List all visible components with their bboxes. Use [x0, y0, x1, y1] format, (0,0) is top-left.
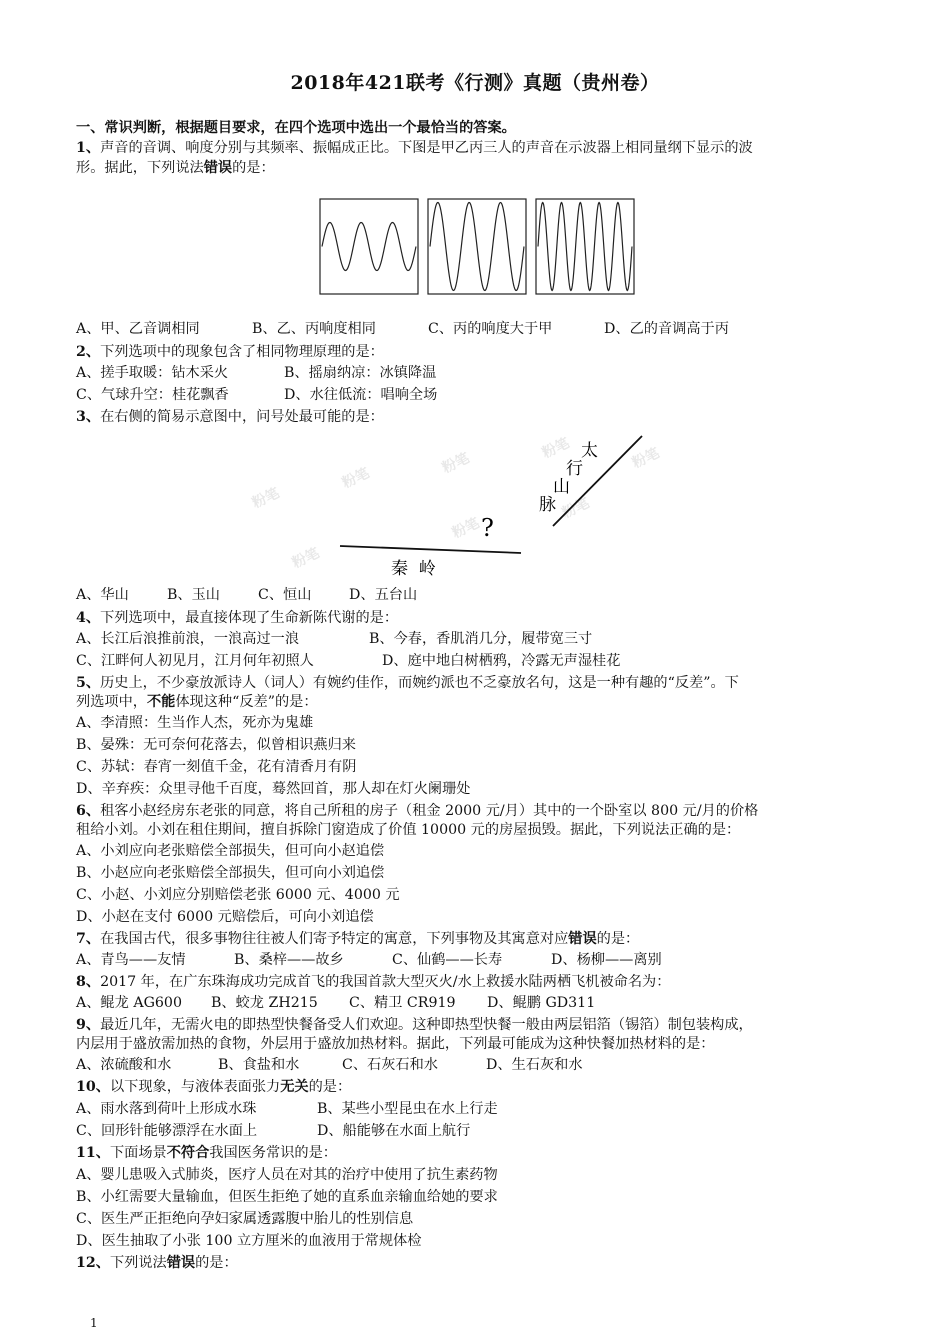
q1-emphasis: 错误	[203, 160, 233, 176]
q4-number: 4、	[76, 610, 101, 626]
mountain-char: 脉	[539, 495, 556, 515]
q8-option-d[interactable]: D、鲲鹏 GD311	[487, 995, 596, 1011]
waveform-bing	[538, 203, 632, 291]
q7-option-b[interactable]: B、桑梓——故乡	[234, 952, 344, 968]
q10-option-d[interactable]: D、船能够在水面上航行	[317, 1123, 471, 1139]
q2-options-row2	[76, 385, 437, 405]
q6-option-b[interactable]: B、小赵应向老张赔偿全部损失，但可向小刘追偿	[76, 865, 385, 881]
q11-option-d[interactable]: D、医生抽取了小张 100 立方厘米的血液用于常规体检	[76, 1233, 422, 1249]
q2-option-b[interactable]: B、摇扇纳凉：冰镇降温	[284, 365, 437, 381]
q6-option-a[interactable]: A、小刘应向老张赔偿全部损失，但可向小赵追偿	[76, 843, 385, 859]
q9-option-a[interactable]: A、浓硫酸和水	[76, 1057, 172, 1073]
q11-option-a[interactable]: A、婴儿患吸入式肺炎，医疗人员在对其的治疗中使用了抗生素药物	[76, 1167, 498, 1183]
q9-stem-line1: 最近几年，无需火电的即热型快餐备受人们欢迎。这种即热型快餐一般由两层铝箔（锡箔）制包装构成，	[100, 1017, 753, 1033]
q9-options	[76, 1055, 583, 1075]
q3-options	[76, 585, 417, 605]
q11-option-c[interactable]: C、医生严正拒绝向孕妇家属透露腹中胎儿的性别信息	[76, 1211, 414, 1227]
q10-emphasis: 无关	[280, 1079, 309, 1095]
q11-option-b[interactable]: B、小红需要大量输血，但医生拒绝了她的直系血亲输血给她的要求	[76, 1189, 498, 1205]
q3-stem: 在右侧的简易示意图中，问号处最可能的是：	[100, 409, 384, 425]
q2-stem: 下列选项中的现象包含了相同物理原理的是：	[100, 344, 384, 360]
q10-options-row2	[76, 1121, 470, 1141]
q7-option-a[interactable]: A、青鸟——友情	[76, 952, 186, 968]
watermark: 粉笔	[449, 515, 483, 542]
q1-option-c[interactable]: C、丙的响度大于甲	[428, 321, 553, 337]
q12-stem-a: 下列说法	[109, 1255, 167, 1271]
q12-number: 12、	[76, 1255, 110, 1271]
q4-stem: 下列选项中，最直接体现了生命新陈代谢的是：	[100, 610, 399, 626]
q5-option-d[interactable]: D、辛弃疾：众里寻他千百度，蓦然回首，那人却在灯火阑珊处	[76, 781, 471, 797]
q4-option-b[interactable]: B、今春，香肌消几分，履带宽三寸	[369, 631, 593, 647]
question-2	[76, 342, 384, 362]
watermark: 粉笔	[559, 495, 593, 522]
q10-number: 10、	[76, 1079, 110, 1095]
q7-emphasis: 错误	[568, 931, 597, 947]
q8-options	[76, 993, 595, 1013]
q7-option-c[interactable]: C、仙鹤——长寿	[392, 952, 503, 968]
question-1-line1	[76, 138, 753, 158]
q8-stem: 2017 年，在广东珠海成功完成首飞的我国首款大型灭火/水上救援水陆两栖飞机被命名为：	[100, 974, 671, 990]
question-1-line2	[76, 158, 275, 178]
question-12	[76, 1253, 238, 1273]
mountain-sketch-figure	[235, 428, 715, 588]
waveform-jia	[322, 223, 416, 271]
q4-option-d[interactable]: D、庭中地白树栖鸦，冷露无声湿桂花	[382, 653, 621, 669]
watermark: 粉笔	[629, 445, 663, 472]
q12-stem-c: 的是：	[195, 1255, 238, 1271]
q10-option-a[interactable]: A、雨水落到荷叶上形成水珠	[76, 1101, 257, 1117]
q6-option-d[interactable]: D、小赵在支付 6000 元赔偿后，可向小刘追偿	[76, 909, 374, 925]
q5-option-a[interactable]: A、李清照：生当作人杰，死亦为鬼雄	[76, 715, 314, 731]
q10-stem-c: 的是：	[308, 1079, 352, 1095]
q1-stem-line2a: 形。据此，下列说法	[76, 160, 204, 176]
q3-option-a[interactable]: A、华山	[76, 587, 129, 603]
q7-number: 7、	[76, 931, 101, 947]
q6-option-c[interactable]: C、小赵、小刘应分别赔偿老张 6000 元、4000 元	[76, 887, 400, 903]
waveform-yi	[430, 203, 524, 291]
q5-stem-line2a: 列选项中，	[76, 694, 147, 710]
q1-stem-line2c: 的是：	[232, 160, 275, 176]
q7-option-d[interactable]: D、杨柳——离别	[551, 952, 662, 968]
q7-stem-c: 的是：	[596, 931, 640, 947]
q3-option-b[interactable]: B、玉山	[167, 587, 220, 603]
page-number: 1	[90, 1316, 98, 1330]
q5-stem-line2c: 体现这种“反差”的是：	[175, 694, 318, 710]
q10-options-row1	[76, 1099, 498, 1119]
q6-stem-line1: 租客小赵经房东老张的同意，将自己所租的房子（租金 2000 元/月）其中的一个卧室以 800 元/月的价格	[100, 803, 759, 819]
watermark: 粉笔	[249, 485, 283, 512]
q1-options	[76, 319, 729, 339]
q6-stem-line2: 租给小刘。小刘在租住期间，擅自拆除门窗造成了价值 10000 元的房屋损毁。据此，下列说法正确的是：	[76, 822, 741, 838]
watermark: 粉笔	[539, 435, 573, 462]
qinling-label: 秦 岭	[391, 559, 436, 579]
mountain-char: 太	[581, 441, 598, 461]
q9-stem-line2: 内层用于盛放需加热的食物，外层用于盛放加热材料。据此，下列最可能成为这种快餐加热材料的是：	[76, 1036, 715, 1052]
watermark: 粉笔	[439, 450, 473, 477]
q4-option-c[interactable]: C、江畔何人初见月，江月何年初照人	[76, 653, 314, 669]
watermark: 粉笔	[339, 465, 373, 492]
watermark-group	[249, 434, 662, 572]
q7-stem-a: 在我国古代，很多事物往往被人们寄予特定的寓意，下列事物及其寓意对应	[100, 931, 569, 947]
question-10	[76, 1077, 351, 1097]
page-title: 2018年421联考《行测》真题（贵州卷）	[290, 72, 660, 94]
q4-options-row2	[76, 651, 620, 671]
q7-options	[76, 950, 662, 970]
q1-option-a[interactable]: A、甲、乙音调相同	[76, 321, 200, 337]
q8-option-a[interactable]: A、鲲龙 AG600	[76, 995, 182, 1011]
q9-option-b[interactable]: B、食盐和水	[218, 1057, 300, 1073]
q6-number: 6、	[76, 803, 101, 819]
question-8	[76, 972, 670, 992]
q2-option-c[interactable]: C、气球升空：桂花飘香	[76, 387, 229, 403]
q10-stem-a: 以下现象，与液体表面张力	[109, 1079, 281, 1095]
q4-option-a[interactable]: A、长江后浪推前浪，一浪高过一浪	[76, 631, 300, 647]
q8-option-b[interactable]: B、蛟龙 ZH215	[211, 995, 318, 1011]
mountain-char: 山	[553, 477, 570, 497]
q2-options-row1	[76, 363, 436, 383]
q11-number: 11、	[76, 1145, 110, 1161]
qinling-mountain-line	[340, 546, 521, 553]
question-3	[76, 407, 384, 427]
q2-option-d[interactable]: D、水往低流：唱响全场	[284, 387, 438, 403]
question-mark: ?	[481, 514, 494, 542]
q8-number: 8、	[76, 974, 101, 990]
watermark: 粉笔	[289, 545, 323, 572]
q9-option-d[interactable]: D、生石灰和水	[486, 1057, 583, 1073]
q8-option-c[interactable]: C、精卫 CR919	[349, 995, 456, 1011]
q10-option-b[interactable]: B、某些小型昆虫在水上行走	[317, 1101, 498, 1117]
oscilloscope-waveform-figure	[318, 194, 636, 298]
q11-stem-a: 下面场景	[109, 1145, 167, 1161]
q3-number: 3、	[76, 409, 101, 425]
q10-option-c[interactable]: C、回形针能够漂浮在水面上	[76, 1123, 258, 1139]
question-5-line1	[76, 673, 739, 693]
q5-option-c[interactable]: C、苏轼：春宵一刻值千金，花有清香月有阴	[76, 759, 357, 775]
question-7	[76, 929, 639, 949]
q1-number: 1、	[76, 140, 101, 156]
mountain-char: 行	[566, 459, 583, 479]
q9-option-c[interactable]: C、石灰石和水	[342, 1057, 438, 1073]
question-9-line1	[76, 1015, 753, 1035]
q5-emphasis: 不能	[146, 694, 176, 710]
q1-option-d[interactable]: D、乙的音调高于丙	[604, 321, 729, 337]
q1-option-b[interactable]: B、乙、丙响度相同	[252, 321, 376, 337]
question-4	[76, 608, 398, 628]
question-11	[76, 1143, 337, 1163]
question-5-line2	[76, 692, 318, 712]
q3-option-d[interactable]: D、五台山	[349, 587, 418, 603]
q12-emphasis: 错误	[166, 1255, 196, 1271]
q3-option-c[interactable]: C、恒山	[258, 587, 312, 603]
question-6-line1	[76, 801, 758, 821]
q2-number: 2、	[76, 344, 101, 360]
q11-emphasis: 不符合	[166, 1145, 210, 1161]
section-heading: 一、常识判断，根据题目要求，在四个选项中选出一个最恰当的答案。	[76, 120, 516, 136]
q11-stem-c: 我国医务常识的是：	[209, 1145, 337, 1161]
q9-number: 9、	[76, 1017, 101, 1033]
q2-option-a[interactable]: A、搓手取暖：钻木采火	[76, 365, 229, 381]
q5-number: 5、	[76, 675, 101, 691]
q1-stem-line1: 声音的音调、响度分别与其频率、振幅成正比。下图是甲乙丙三人的声音在示波器上相同量纲下显示的波	[100, 140, 753, 156]
q5-stem-line1: 历史上，不少豪放派诗人（词人）有婉约佳作，而婉约派也不乏豪放名句，这是一种有趣的“反差”。下	[100, 675, 739, 691]
q4-options-row1	[76, 629, 592, 649]
q5-option-b[interactable]: B、晏殊：无可奈何花落去，似曾相识燕归来	[76, 737, 356, 753]
